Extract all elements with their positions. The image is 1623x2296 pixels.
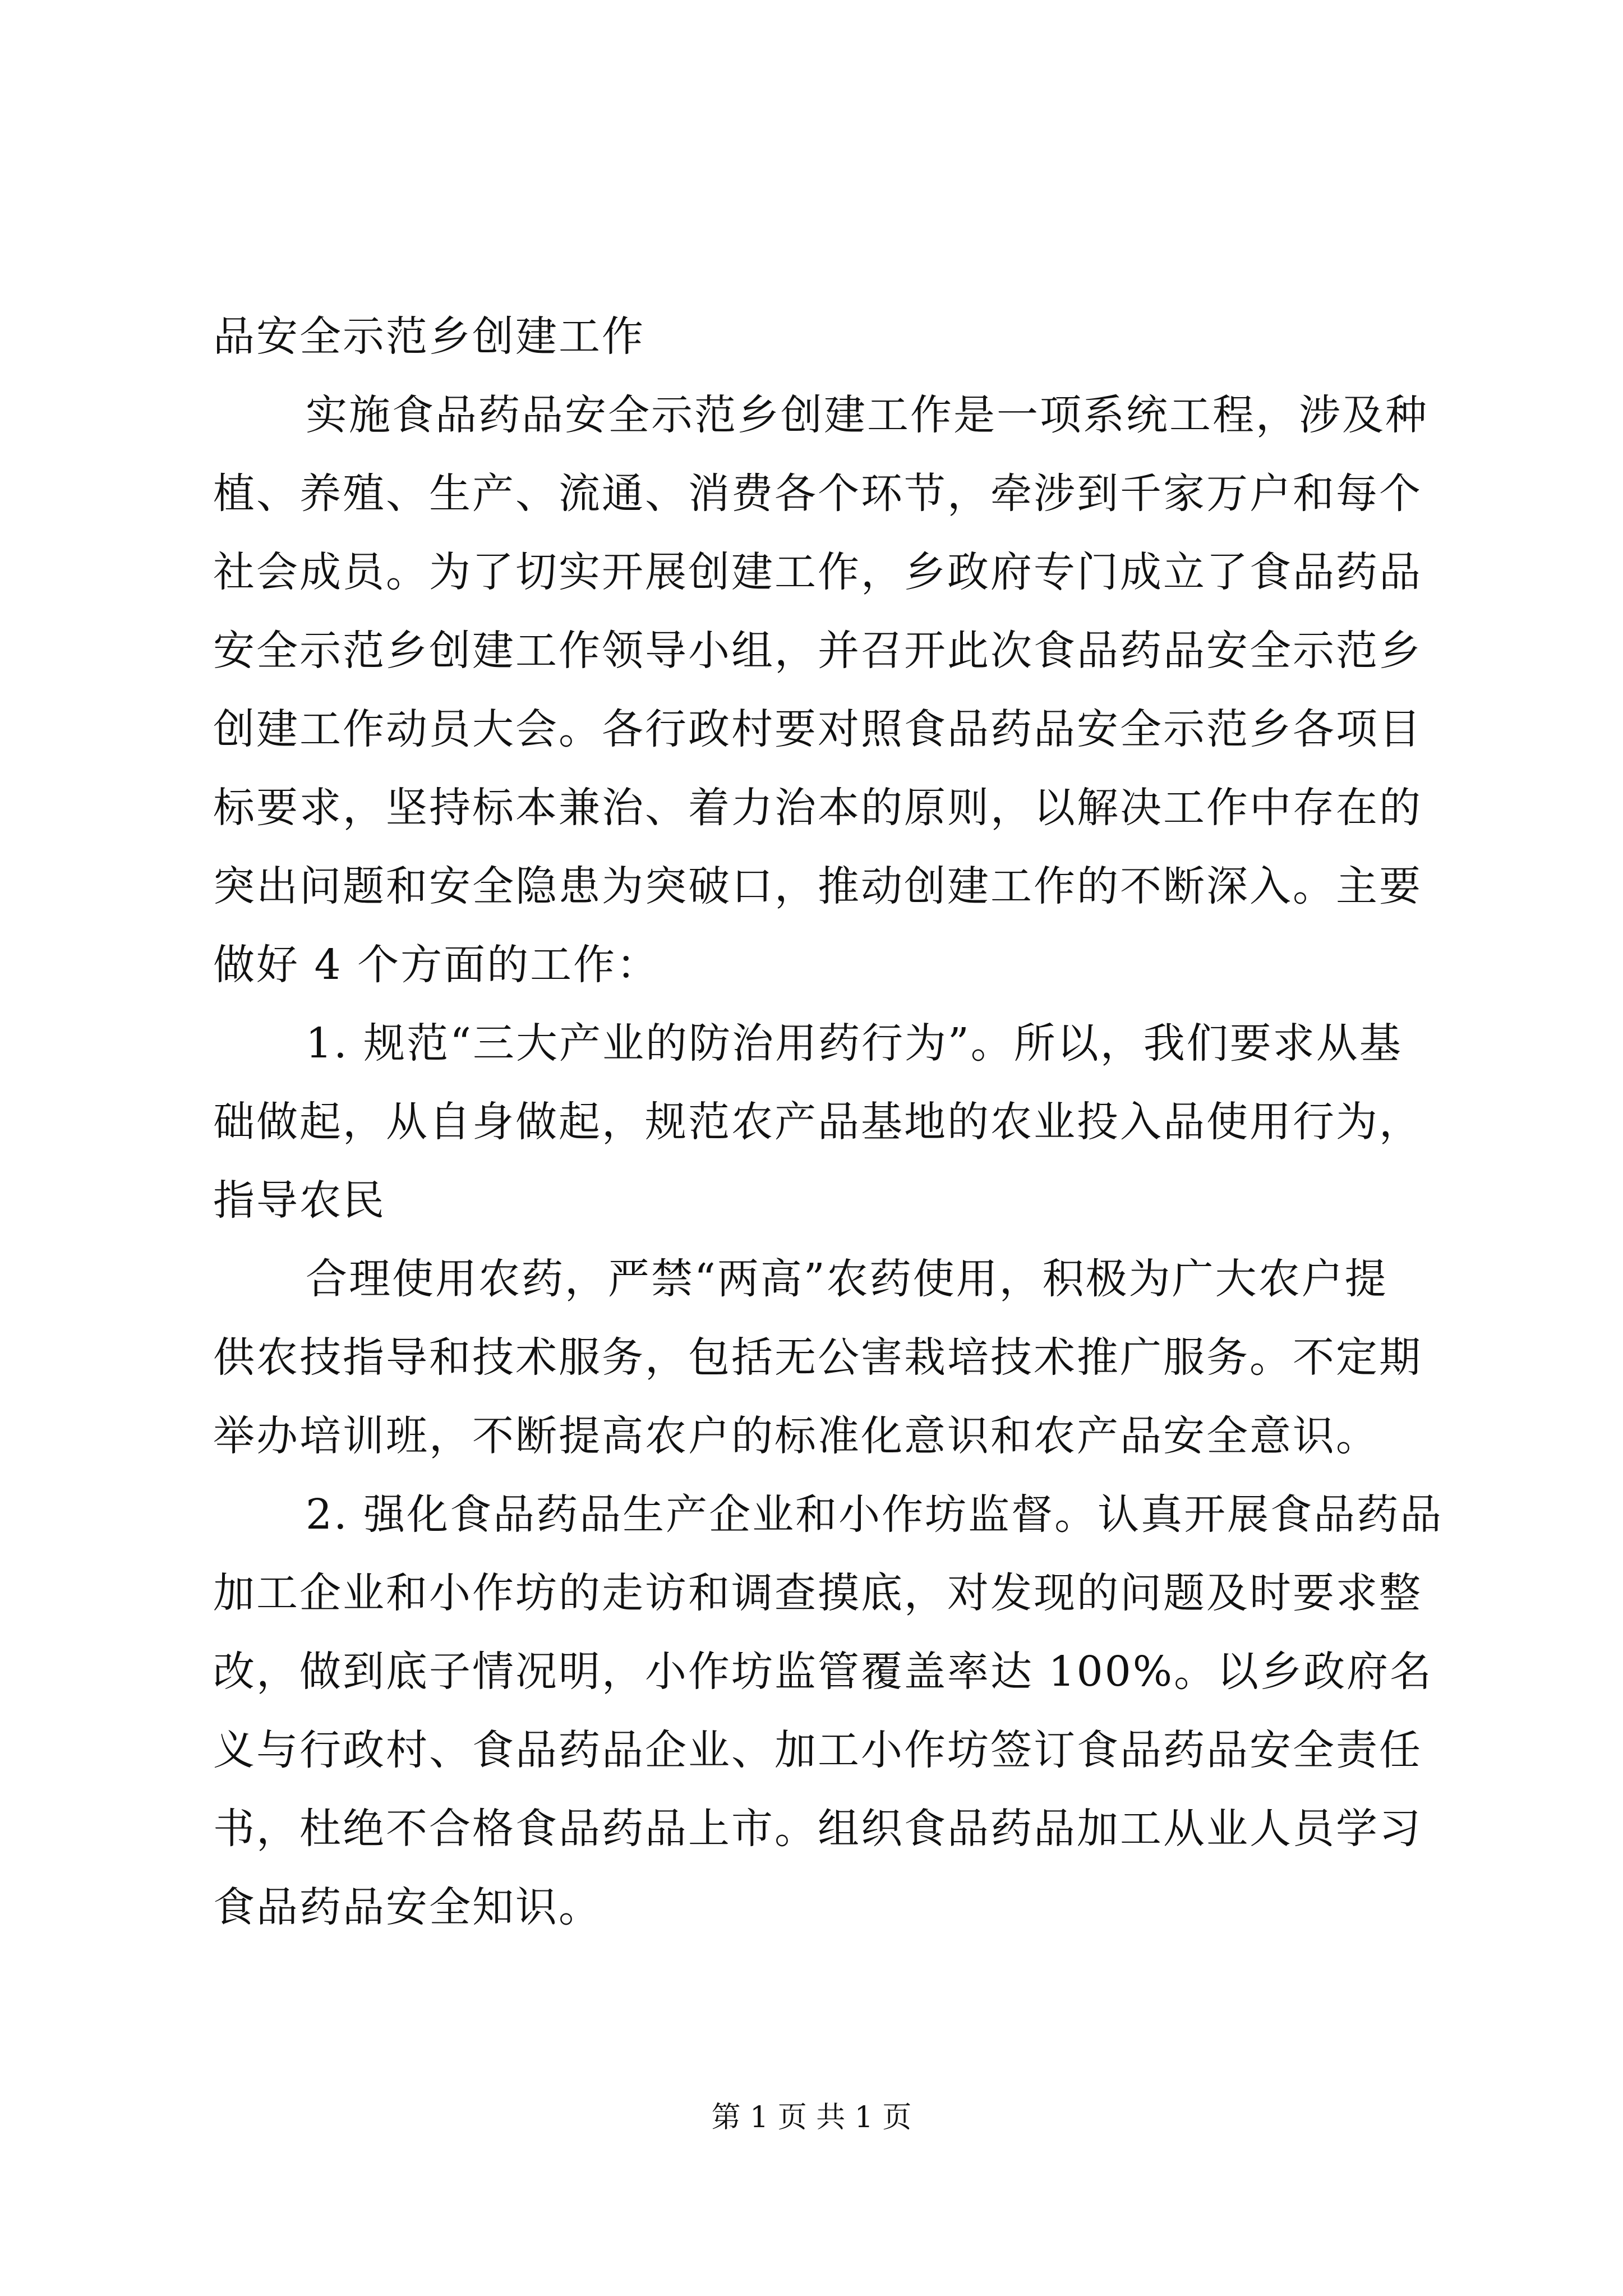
text-line: 加工企业和小作坊的走访和调查摸底，对发现的问题及时要求整: [213, 1569, 1422, 1617]
paragraph-first-line: 2. 强化食品药品生产企业和小作坊监督。认真开展食品药品: [306, 1490, 1444, 1539]
text-line: 创建工作动员大会。各行政村要对照食品药品安全示范乡各项目: [213, 705, 1422, 753]
paragraph-first-line: 1. 规范“三大产业的防治用药行为”。所以，我们要求从基: [306, 1019, 1403, 1068]
paragraph-first-line: 合理使用农药，严禁“两高”农药使用，积极为广大农户提: [306, 1255, 1388, 1303]
text-line: 础做起，从自身做起，规范农产品基地的农业投入品使用行为，: [213, 1098, 1422, 1146]
text-line: 突出问题和安全隐患为突破口，推动创建工作的不断深入。主要: [213, 862, 1422, 910]
text-line: 义与行政村、食品药品企业、加工小作坊签订食品药品安全责任: [213, 1726, 1422, 1774]
paragraph-first-line: 实施食品药品安全示范乡创建工作是一项系统工程，涉及种: [306, 391, 1428, 439]
text-line: 植、养殖、生产、流通、消费各个环节，牵涉到千家万户和每个: [213, 470, 1422, 518]
text-line: 品安全示范乡创建工作: [213, 312, 645, 361]
text-line: 安全示范乡创建工作领导小组，并召开此次食品药品安全示范乡: [213, 627, 1422, 675]
text-line: 举办培训班，不断提高农户的标准化意识和农产品安全意识。: [213, 1412, 1379, 1460]
text-line: 食品药品安全知识。: [213, 1883, 602, 1931]
text-line: 标要求，坚持标本兼治、着力治本的原则，以解决工作中存在的: [213, 784, 1422, 832]
text-line: 社会成员。为了切实开展创建工作，乡政府专门成立了食品药品: [213, 548, 1422, 596]
text-line: 指导农民: [213, 1176, 386, 1225]
text-line: 供农技指导和技术服务，包括无公害栽培技术推广服务。不定期: [213, 1333, 1422, 1382]
text-line: 做好 4 个方面的工作：: [213, 941, 660, 989]
text-line: 书，杜绝不合格食品药品上市。组织食品药品加工从业人员学习: [213, 1805, 1422, 1853]
text-line: 改，做到底子情况明，小作坊监管覆盖率达 100%。以乡政府名: [213, 1648, 1433, 1696]
page-footer: 第 1 页 共 1 页: [711, 2101, 912, 2134]
